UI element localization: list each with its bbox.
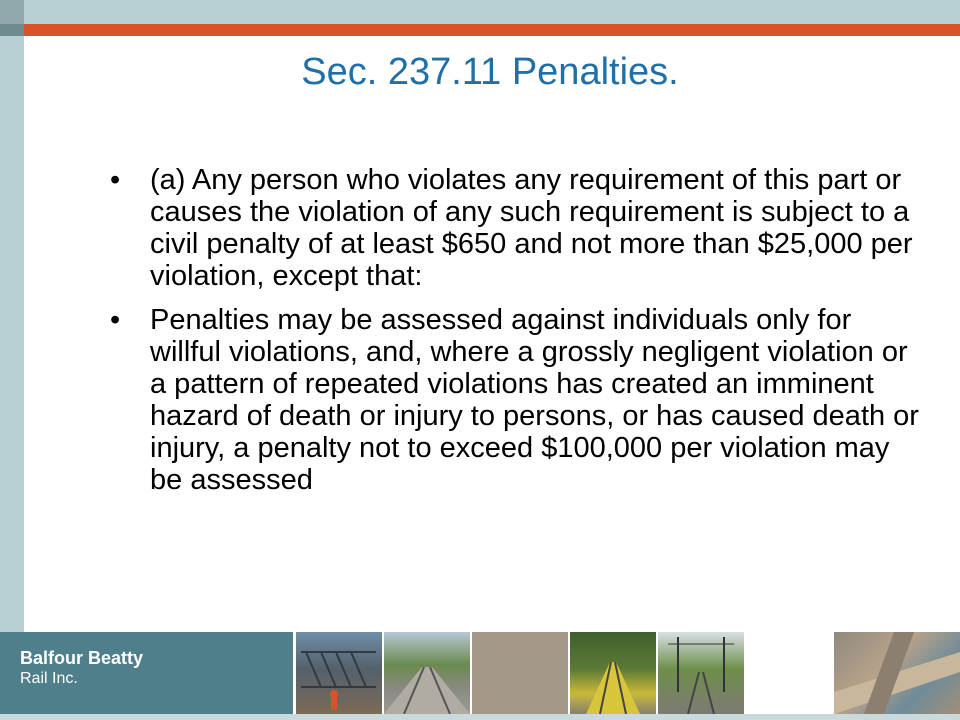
catenary-track-icon	[658, 632, 744, 714]
bullet-text: Penalties may be assessed against individuals only for willful violations, and, where a grossly negligent violation or a pattern of repeated violations has created an imminent hazard of death or injury to persons, or has caused death or injury, a penalty not to exceed $100,000 per violation may be assessed	[150, 304, 919, 496]
corner-square-top	[0, 0, 24, 24]
bullet-list	[110, 164, 925, 508]
footer-photo-placeholder	[472, 632, 568, 714]
footer-photo-track-gravel	[384, 632, 470, 714]
logo-company-suffix: Rail Inc.	[20, 670, 78, 687]
footer-photo-blank	[746, 632, 832, 714]
aerial-road-icon	[834, 632, 960, 714]
footer-photo-yellow-platform	[570, 632, 656, 714]
footer-bottom-band	[0, 714, 960, 720]
top-decorative-band	[0, 0, 960, 24]
platform-track-icon	[570, 632, 656, 714]
bullet-text: (a) Any person who violates any requirement of this part or causes the violation of any such requirement is subject to a civil penalty of at least $650 and not more than $25,000 per violation, except that:	[150, 164, 913, 292]
footer-photo-aerial-highway	[834, 632, 960, 714]
logo-company-name: Balfour Beatty	[20, 648, 144, 668]
bullet-marker: •	[110, 164, 121, 196]
footer-photo-catenary-track	[658, 632, 744, 714]
rail-track-icon	[384, 632, 470, 714]
footer-photo-bridge-workers	[296, 632, 382, 714]
bullet-marker: •	[110, 304, 121, 336]
orange-accent-bar	[24, 24, 960, 36]
bullet-item	[110, 304, 925, 496]
left-decorative-rail	[0, 36, 24, 632]
corner-square-bottom	[0, 24, 24, 36]
bridge-truss-icon	[296, 632, 382, 714]
slide-title: Sec. 237.11 Penalties.	[301, 51, 679, 93]
bullet-item	[110, 164, 925, 292]
